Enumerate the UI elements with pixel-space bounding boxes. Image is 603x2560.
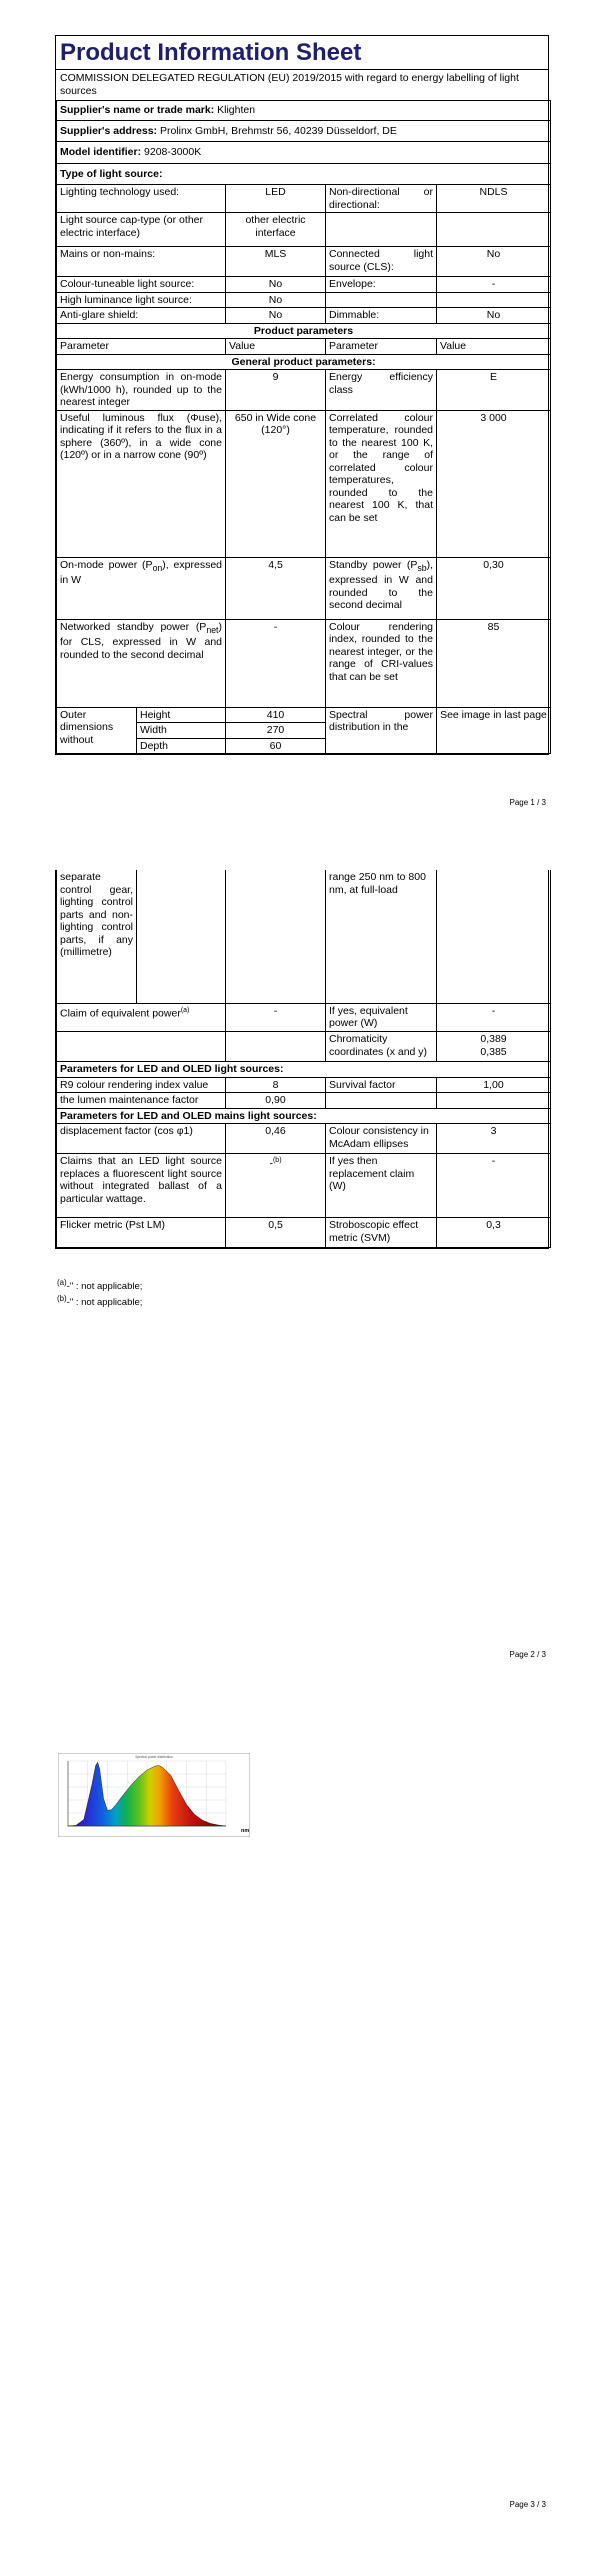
page-1 bbox=[0, 0, 603, 815]
led-row bbox=[57, 1077, 551, 1093]
type-param: Lighting technology used: bbox=[57, 185, 226, 213]
page-number: Page 2 / 3 bbox=[509, 1650, 546, 1659]
product-params-title: Product parameters bbox=[57, 323, 551, 339]
type-value: No bbox=[437, 247, 551, 277]
led-row bbox=[57, 1093, 551, 1109]
param-value: 0,90 bbox=[226, 1093, 326, 1109]
mains-row bbox=[57, 1124, 551, 1154]
equivalent-power-label: If yes, equivalent power (W) bbox=[326, 1004, 437, 1032]
cri-label: Colour rendering index, rounded to the nearest integer, or the range of CRI-values that can be set bbox=[326, 619, 437, 707]
type-value: No bbox=[226, 292, 326, 308]
standby-value: 0,30 bbox=[437, 557, 551, 619]
info-sheet-part-1 bbox=[55, 35, 549, 755]
type-param: Light source cap-type (or other electric interface) bbox=[57, 213, 226, 247]
col-header: Value bbox=[437, 339, 551, 355]
info-table-2 bbox=[56, 1004, 551, 1249]
empty-cell bbox=[437, 870, 551, 1003]
networked-label bbox=[57, 619, 226, 707]
type-value: MLS bbox=[226, 247, 326, 277]
column-headers bbox=[57, 339, 551, 355]
param-value: 650 in Wide cone (120°) bbox=[226, 410, 326, 557]
info-table-1 bbox=[56, 100, 551, 708]
networked-label-b: ) for CLS, expressed in W and rounded to the second decimal bbox=[60, 620, 222, 661]
claim-value: - bbox=[226, 1004, 326, 1032]
standby-label-a: Standby power (P bbox=[329, 558, 418, 571]
equivalent-power-value: - bbox=[437, 1004, 551, 1032]
type-row bbox=[57, 185, 551, 213]
param-value-text: - bbox=[269, 1157, 273, 1170]
spd-label-cont: range 250 nm to 800 nm, at full-load bbox=[326, 870, 437, 1003]
param-label: Energy efficiency class bbox=[326, 370, 437, 411]
spd-label: Spectral power distribution in the bbox=[326, 708, 437, 754]
onmode-row bbox=[57, 557, 551, 619]
page-3 bbox=[0, 1700, 603, 2560]
supplier-name-label: Supplier's name or trade mark: bbox=[60, 104, 215, 116]
type-param: Dimmable: bbox=[326, 308, 437, 324]
depth-value: 60 bbox=[226, 738, 326, 754]
type-param: Connected light source (CLS): bbox=[326, 247, 437, 277]
param-label: Useful luminous flux (Φuse), indicating if it refers to the flux in a sphere (360º), in a wide cone (120º) or in a narrow cone (90º) bbox=[57, 410, 226, 557]
spectral-power-distribution-chart bbox=[58, 1753, 250, 1837]
col-header: Parameter bbox=[326, 339, 437, 355]
type-value bbox=[437, 292, 551, 308]
page-2 bbox=[0, 870, 603, 1670]
param-label: Claims that an LED light source replaces a fluorescent light source without integrated ballast of a particular wattage. bbox=[57, 1154, 226, 1218]
page-title: Product Information Sheet bbox=[60, 39, 362, 66]
model-row bbox=[57, 142, 551, 164]
param-value: - bbox=[437, 1154, 551, 1218]
param-label: displacement factor (cos φ1) bbox=[57, 1124, 226, 1154]
param-value bbox=[226, 1154, 326, 1218]
networked-label-a: Networked standby power (P bbox=[60, 620, 207, 633]
depth-label: Depth bbox=[137, 738, 226, 754]
param-value: 3 000 bbox=[437, 410, 551, 557]
type-label: Type of light source: bbox=[57, 163, 551, 185]
param-label: Survival factor bbox=[326, 1077, 437, 1093]
param-label bbox=[326, 1093, 437, 1109]
general-row bbox=[57, 370, 551, 411]
width-label: Width bbox=[137, 723, 226, 739]
param-value: 0,3 bbox=[437, 1218, 551, 1248]
info-sheet-part-2 bbox=[55, 870, 549, 1249]
dimensions-table-part-2 bbox=[56, 870, 551, 1004]
claim-label bbox=[57, 1004, 226, 1032]
type-param: Anti-glare shield: bbox=[57, 308, 226, 324]
supplier-address-value: Prolinx GmbH, Brehmstr 56, 40239 Düsseldorf, DE bbox=[159, 124, 397, 137]
chromaticity-x: 0,389 bbox=[480, 1033, 507, 1045]
param-value: 8 bbox=[226, 1077, 326, 1093]
type-value: LED bbox=[226, 185, 326, 213]
param-label: Colour consistency in McAdam ellipses bbox=[326, 1124, 437, 1154]
general-params-title: General product parameters: bbox=[57, 354, 551, 370]
onmode-label-b: ), expressed in W bbox=[60, 558, 222, 587]
model-label: Model identifier: bbox=[60, 146, 142, 158]
footnote bbox=[57, 1278, 142, 1292]
general-row bbox=[57, 410, 551, 557]
col-header: Value bbox=[226, 339, 326, 355]
empty-cell bbox=[57, 1032, 226, 1062]
page-number: Page 1 / 3 bbox=[509, 798, 546, 807]
param-label: Correlated colour temperature, rounded to the nearest 100 K, or the range of correlated colour temperatures, rounded to the nearest 100 K, that can be set bbox=[326, 410, 437, 557]
type-value: No bbox=[226, 277, 326, 293]
regulation-text: COMMISSION DELEGATED REGULATION (EU) 2019/2015 with regard to energy labelling of light sources bbox=[56, 69, 548, 100]
param-label: Flicker metric (Pst LM) bbox=[57, 1218, 226, 1248]
type-row bbox=[57, 247, 551, 277]
claim-footnote-mark: (a) bbox=[180, 1006, 190, 1014]
type-param: Colour-tuneable light source: bbox=[57, 277, 226, 293]
height-label: Height bbox=[137, 708, 226, 723]
type-value bbox=[437, 213, 551, 247]
dimensions-table-part-1 bbox=[56, 708, 551, 755]
param-value: 0,5 bbox=[226, 1218, 326, 1248]
param-value: 0,46 bbox=[226, 1124, 326, 1154]
supplier-address-label: Supplier's address: bbox=[60, 124, 158, 137]
param-value bbox=[437, 1093, 551, 1109]
page-number: Page 3 / 3 bbox=[509, 2500, 546, 2509]
standby-label bbox=[326, 557, 437, 619]
supplier-name-row bbox=[57, 101, 551, 121]
networked-value: - bbox=[226, 619, 326, 707]
param-label: the lumen maintenance factor bbox=[57, 1093, 226, 1109]
empty-cell bbox=[226, 1032, 326, 1062]
standby-label-b: ), expressed in W and rounded to the second decimal bbox=[329, 558, 433, 612]
param-value: 9 bbox=[226, 370, 326, 411]
standby-label-sub: sb bbox=[417, 562, 427, 573]
type-param bbox=[326, 292, 437, 308]
footnote-mark: (b) bbox=[272, 1157, 282, 1164]
supplier-address-row bbox=[57, 120, 551, 142]
param-value: 1,00 bbox=[437, 1077, 551, 1093]
footnote-text: -" : not applicable; bbox=[66, 1281, 143, 1293]
x-axis-label: nm bbox=[241, 1828, 250, 1834]
type-value: No bbox=[437, 308, 551, 324]
empty-cell bbox=[137, 870, 226, 1003]
networked-row bbox=[57, 619, 551, 707]
param-label: Stroboscopic effect metric (SVM) bbox=[326, 1218, 437, 1248]
empty-cell bbox=[226, 870, 326, 1003]
col-header: Parameter bbox=[57, 339, 226, 355]
onmode-label bbox=[57, 557, 226, 619]
onmode-value: 4,5 bbox=[226, 557, 326, 619]
type-param bbox=[326, 213, 437, 247]
type-value: other electric interface bbox=[226, 213, 326, 247]
type-value: NDLS bbox=[437, 185, 551, 213]
width-value: 270 bbox=[226, 723, 326, 739]
chart-title: Spectral power distribution bbox=[135, 1755, 173, 1759]
cri-value: 85 bbox=[437, 619, 551, 707]
mains-row bbox=[57, 1218, 551, 1248]
spd-value: See image in last page bbox=[437, 708, 551, 754]
param-label: Energy consumption in on-mode (kWh/1000 h), rounded up to the nearest integer bbox=[57, 370, 226, 411]
onmode-label-a: On-mode power (P bbox=[60, 558, 153, 571]
param-value: 3 bbox=[437, 1124, 551, 1154]
type-param: Envelope: bbox=[326, 277, 437, 293]
type-value: - bbox=[437, 277, 551, 293]
type-row bbox=[57, 292, 551, 308]
param-value: E bbox=[437, 370, 551, 411]
type-param: High luminance light source: bbox=[57, 292, 226, 308]
dimensions-label: Outer dimensions without bbox=[57, 708, 137, 754]
footnote-mark: (a) bbox=[57, 1278, 67, 1287]
mains-params-title: Parameters for LED and OLED mains light sources: bbox=[57, 1108, 551, 1124]
dimensions-label-cont: separate control gear, lighting control parts and non-lighting control parts, if any (millimetre) bbox=[57, 870, 137, 1003]
footnote-text: -" : not applicable; bbox=[66, 1297, 143, 1309]
type-param: Non-directional or directional: bbox=[326, 185, 437, 213]
type-row bbox=[57, 308, 551, 324]
chromaticity-y: 0,385 bbox=[480, 1045, 507, 1058]
footnote-mark: (b) bbox=[57, 1294, 67, 1303]
param-label: R9 colour rendering index value bbox=[57, 1077, 226, 1093]
type-param: Mains or non-mains: bbox=[57, 247, 226, 277]
led-params-title: Parameters for LED and OLED light sources: bbox=[57, 1062, 551, 1078]
type-row bbox=[57, 213, 551, 247]
param-label: If yes then replacement claim (W) bbox=[326, 1154, 437, 1218]
model-value: 9208-3000K bbox=[144, 146, 202, 158]
onmode-label-sub: on bbox=[152, 562, 163, 573]
mains-row bbox=[57, 1154, 551, 1218]
chromaticity-value bbox=[437, 1032, 551, 1062]
height-value: 410 bbox=[226, 708, 326, 723]
chromaticity-label: Chromaticity coordinates (x and y) bbox=[326, 1032, 437, 1062]
claim-label-text: Claim of equivalent power bbox=[60, 1007, 181, 1019]
type-row bbox=[57, 277, 551, 293]
supplier-name-value: Klighten bbox=[217, 104, 256, 116]
networked-label-sub: net bbox=[206, 624, 219, 635]
type-value: No bbox=[226, 308, 326, 324]
footnote bbox=[57, 1294, 142, 1308]
